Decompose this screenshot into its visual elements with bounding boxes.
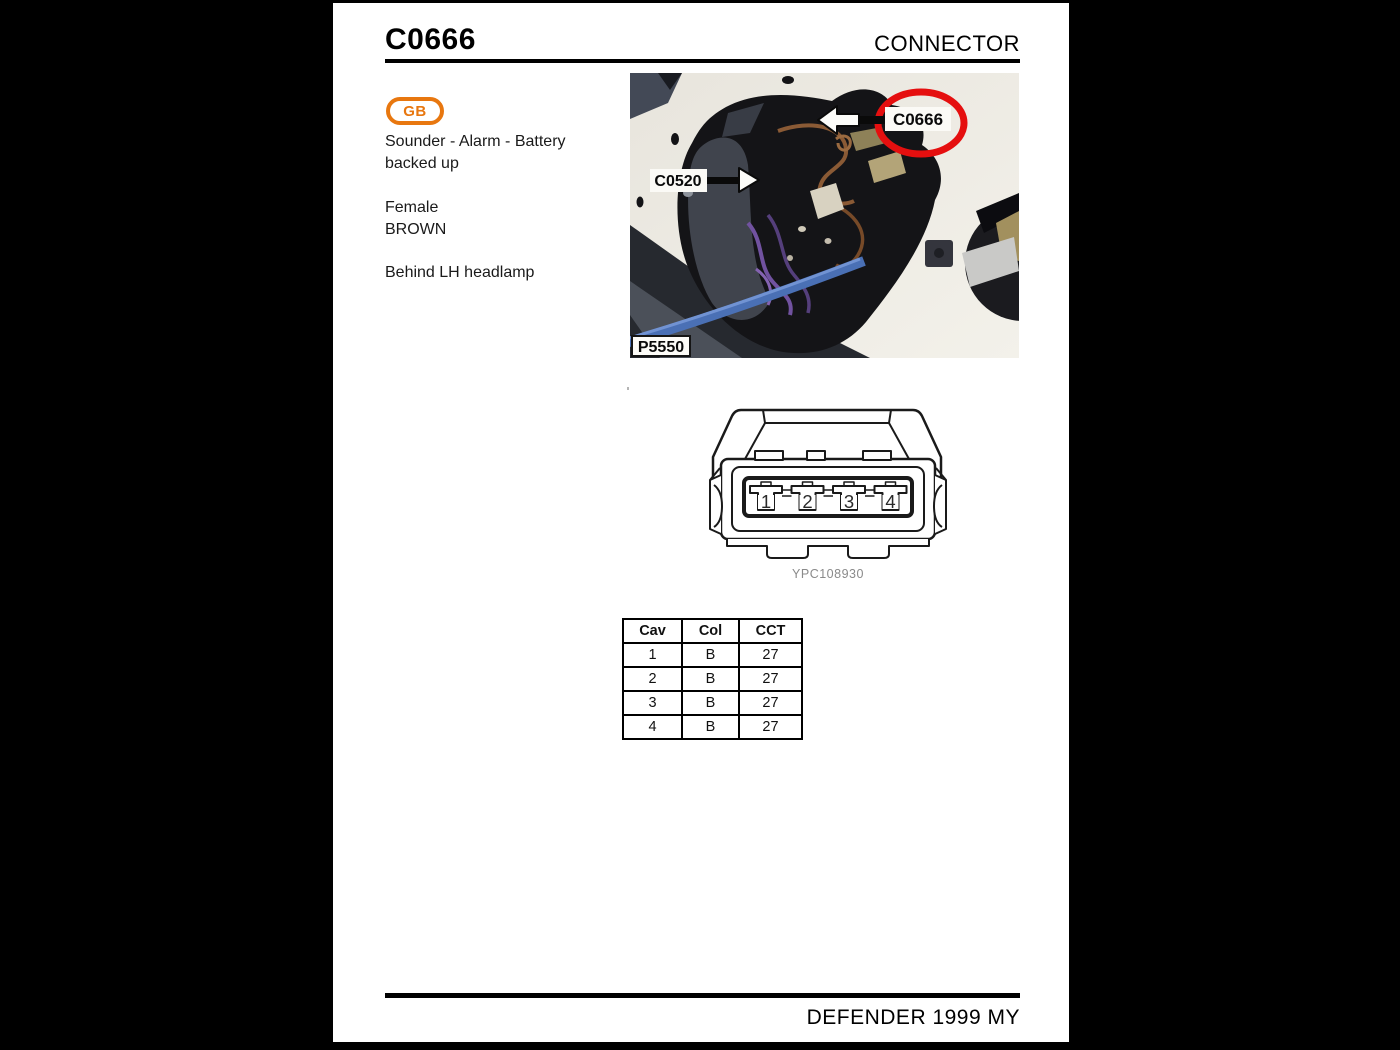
page-type-label: CONNECTOR	[874, 31, 1020, 56]
connector-location: Behind LH headlamp	[385, 264, 535, 281]
cell-cav: 4	[623, 715, 682, 739]
pin-number-1: 1	[760, 491, 772, 512]
cell-cct: 27	[739, 643, 802, 667]
table-row	[623, 691, 802, 715]
pin-number-4: 4	[885, 491, 896, 512]
photo-label-c0666: C0666	[892, 110, 944, 129]
header-cct: CCT	[739, 619, 802, 643]
drawing-caption: YPC108930	[792, 567, 864, 581]
footer-model-label: DEFENDER 1999 MY	[806, 1006, 1020, 1029]
connector-gender: Female	[385, 199, 439, 216]
header-cav: Cav	[623, 619, 682, 643]
location-photo	[630, 73, 1019, 358]
cell-cct: 27	[739, 667, 802, 691]
gb-badge-label: GB	[403, 102, 427, 120]
cell-col: B	[682, 643, 739, 667]
pin-table	[622, 618, 803, 740]
connector-face-drawing	[707, 405, 949, 563]
manual-page	[333, 3, 1069, 1042]
connector-description-line2: backed up	[385, 155, 459, 172]
photo-label-c0520: C0520	[654, 173, 702, 190]
footer-rule	[385, 993, 1020, 998]
gb-region-icon	[386, 97, 444, 125]
cell-col: B	[682, 715, 739, 739]
cell-col: B	[682, 667, 739, 691]
cell-col: B	[682, 691, 739, 715]
pin-number-3: 3	[843, 491, 855, 512]
cell-cav: 3	[623, 691, 682, 715]
table-row	[623, 715, 802, 739]
header-rule	[385, 59, 1020, 63]
table-row	[623, 667, 802, 691]
photo-id-label: P5550	[637, 339, 685, 356]
cell-cav: 1	[623, 643, 682, 667]
header-col: Col	[682, 619, 739, 643]
pin-number-2: 2	[802, 491, 813, 512]
connector-colour: BROWN	[385, 221, 447, 238]
print-artifact-dot	[627, 387, 629, 390]
cell-cav: 2	[623, 667, 682, 691]
table-row	[623, 643, 802, 667]
cell-cct: 27	[739, 691, 802, 715]
page-title: C0666	[385, 23, 476, 56]
cell-cct: 27	[739, 715, 802, 739]
connector-description-line1: Sounder - Alarm - Battery	[385, 133, 566, 150]
pin-table-header-row	[623, 619, 802, 643]
